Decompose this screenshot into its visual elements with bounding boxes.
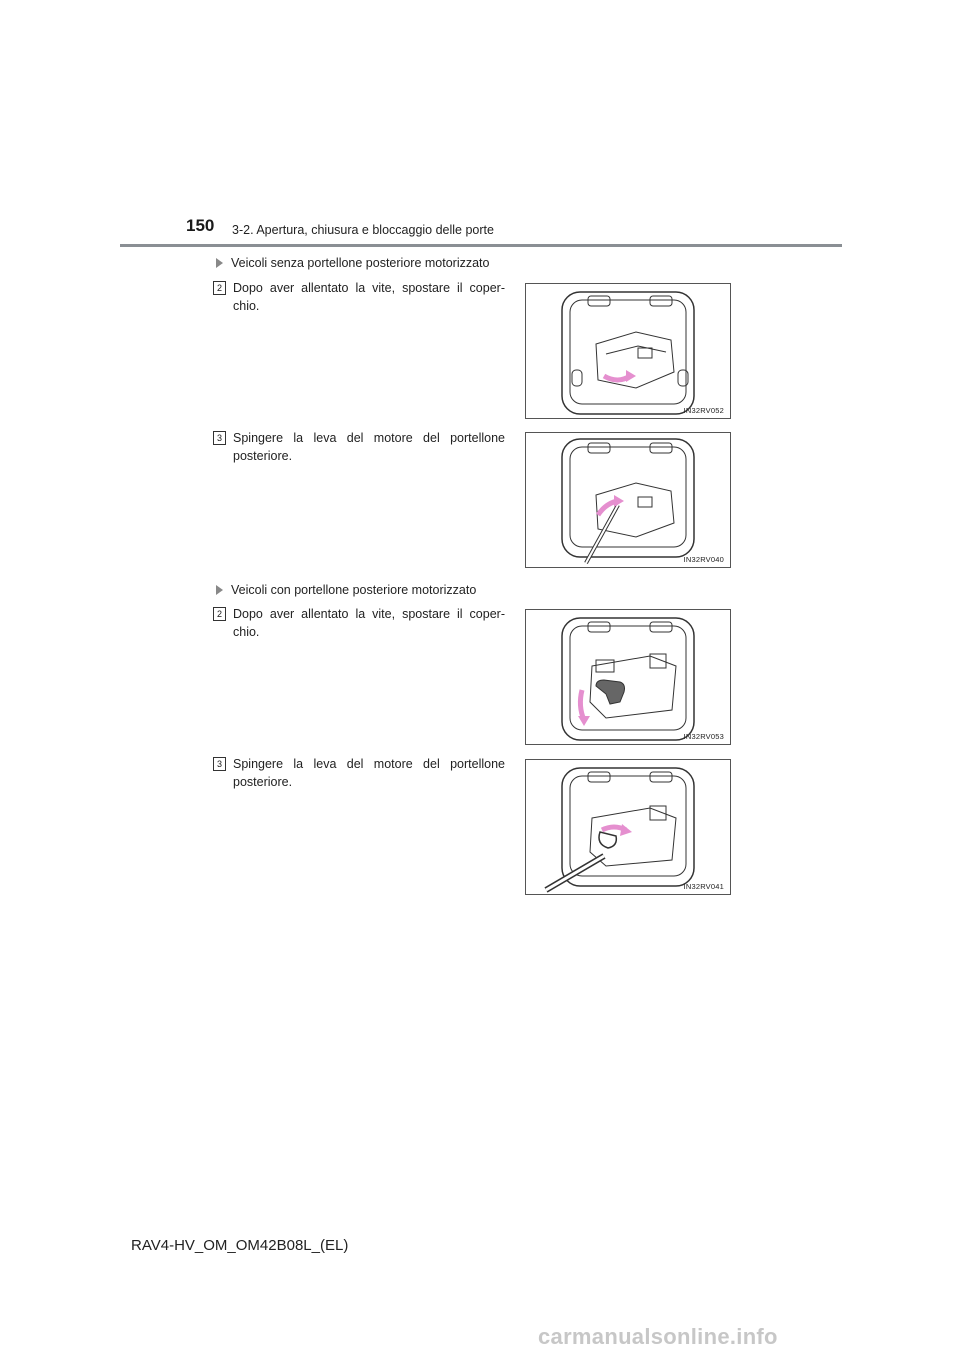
figure-code: IN32RV052 bbox=[683, 406, 724, 415]
subhead-without-power-door bbox=[216, 256, 489, 270]
figure-lever-power bbox=[525, 759, 731, 895]
illustration-lever-icon bbox=[526, 760, 732, 896]
step-text: Spingere la leva del motore del portellone posteriore. bbox=[233, 757, 505, 789]
subhead-text: Veicoli senza portellone posteriore motorizzato bbox=[231, 256, 490, 270]
page-number: 150 bbox=[186, 216, 215, 235]
step-number: 3 bbox=[213, 757, 226, 771]
footer-doc-code: RAV4-HV_OM_OM42B08L_(EL) bbox=[131, 1237, 349, 1254]
header-rule bbox=[120, 244, 842, 247]
triangle-bullet-icon bbox=[216, 258, 223, 268]
step-text: Spingere la leva del motore del portellone posteriore. bbox=[233, 431, 505, 463]
figure-code: IN32RV053 bbox=[683, 732, 724, 741]
illustration-lever-icon bbox=[526, 433, 732, 569]
subhead-text: Veicoli con portellone posteriore motorizzato bbox=[231, 583, 477, 597]
triangle-bullet-icon bbox=[216, 585, 223, 595]
section-title: 3-2. Apertura, chiusura e bloccaggio delle porte bbox=[232, 223, 494, 237]
watermark-link[interactable]: carmanualsonline.info bbox=[538, 1324, 778, 1349]
figure-code: IN32RV040 bbox=[683, 555, 724, 564]
figure-cover-no-power bbox=[525, 283, 731, 419]
illustration-cover-icon bbox=[526, 610, 732, 746]
figure-code: IN32RV041 bbox=[683, 882, 724, 891]
step-number: 3 bbox=[213, 431, 226, 445]
figure-cover-power bbox=[525, 609, 731, 745]
illustration-cover-icon bbox=[526, 284, 732, 420]
step-text: Dopo aver allentato la vite, spostare il coper-chio. bbox=[233, 607, 505, 639]
step-number: 2 bbox=[213, 281, 226, 295]
figure-lever-no-power bbox=[525, 432, 731, 568]
step-number: 2 bbox=[213, 607, 226, 621]
subhead-with-power-door bbox=[216, 583, 476, 597]
step-text: Dopo aver allentato la vite, spostare il coper-chio. bbox=[233, 281, 505, 313]
